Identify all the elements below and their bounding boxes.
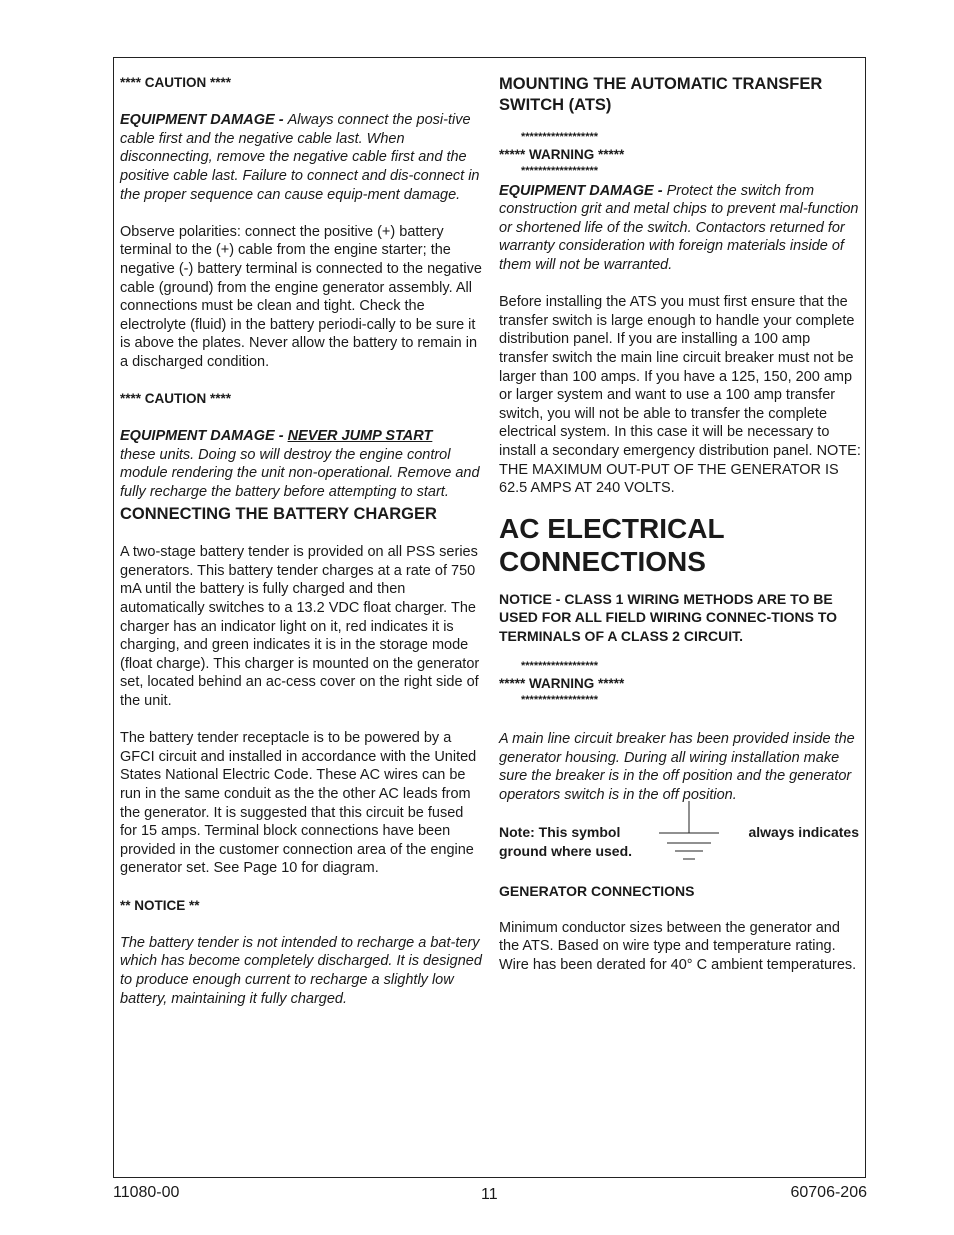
charger-paragraph-2: The battery tender receptacle is to be powered by a GFCI circuit and installed in accordance with the United States National Electric Code. These AC wires can be run in the same conduit as the the other AC leads from the generator. It is suggested that this circuit be fused for 15 amps. Terminal block connections have been provided in the customer connection area of the engine generator set. See Page 10 for diagram. <box>120 730 477 877</box>
right-column <box>499 74 863 975</box>
never-jump-start: NEVER JUMP START <box>287 428 433 445</box>
ground-symbol-icon <box>659 801 719 861</box>
caution-header: **** CAUTION **** <box>120 75 232 90</box>
stars-line: ****************** <box>521 694 599 707</box>
footer-right: 60706-206 <box>790 1184 867 1201</box>
charger-paragraph-1: A two-stage battery tender is provided on all PSS series generators. This battery tender charges at a rate of 750 mA until the battery is fully charged and then automatically switches to a 13.2 VDC float charger. The charger has an indicator light on it, red indicates it is charging, and green indicates it is in the storage mode (float charge). This charger is mounted on the generator set, located behind an ac-cess cover on the right side of the unit. <box>120 544 480 709</box>
ground-symbol-note <box>499 823 863 863</box>
warning-header: ***** WARNING ***** <box>499 146 625 162</box>
caution-paragraph <box>120 111 482 204</box>
warning-text: Protect the switch from construction grit and metal chips to prevent mal-function or shortened life of the switch. Contactors returned for warranty consideration with foreign materials inside of them will not be warranted. <box>499 182 859 273</box>
caution-lead: EQUIPMENT DAMAGE - <box>120 112 288 129</box>
main-heading: AC ELECTRICAL CONNECTIONS <box>499 512 725 577</box>
class-notice: NOTICE - CLASS 1 WIRING METHODS ARE TO BE USED FOR ALL FIELD WIRING CONNEC-TIONS TO TERMINALS OF A CLASS 2 CIRCUIT. <box>499 590 838 644</box>
jump-start-text: these units. Doing so will destroy the engine control module rendering the unit non-operational. Remove and fully recharge the battery before attempting to start. <box>120 446 480 501</box>
stars-line: ****************** <box>521 131 599 143</box>
symbol-note-text: Note: This symbol <box>499 824 621 841</box>
symbol-note-text: ground where used. <box>499 842 633 859</box>
section-heading: CONNECTING THE BATTERY CHARGER <box>120 504 437 523</box>
notice-paragraph: The battery tender is not intended to recharge a bat-tery which has become completely discharged. It is designed to produce enough current to recharge a slightly low battery, maintaining it fully charged. <box>120 934 482 1007</box>
stars-line: ****************** <box>521 660 599 673</box>
left-column <box>120 74 482 1008</box>
jump-start-paragraph <box>120 427 482 501</box>
ats-paragraph: Before installing the ATS you must first ensure that the transfer switch is large enough to handle your complete distribution panel. If you are installing a 100 amp transfer switch the main line circuit breaker must not be larger than 100 amps. If you have a 125, 150, 200 amp or larger system and want to use a 100 amp transfer switch, you will not be able to transfer the complete electrical system. In this case it will be necessary to install a secondary emergency distribution panel. NOTE: THE MAXIMUM OUT-PUT OF THE GENERATOR IS 62.5 AMPS AT 240 VOLTS. <box>499 294 861 497</box>
warning-header: ***** WARNING ***** <box>499 676 625 692</box>
section-heading: GENERATOR CONNECTIONS <box>499 882 695 899</box>
caution-text: Always connect the posi-tive cable first and the negative cable last. When disconnecting, remove the negative cable first and the positive cable last. Failure to connect and dis-connect in the proper sequence can cause equip-ment damage. <box>120 112 480 203</box>
section-heading: MOUNTING THE AUTOMATIC TRANSFER SWITCH (ATS) <box>499 75 823 114</box>
caution-header: **** CAUTION **** <box>120 391 232 407</box>
stars-line: ****************** <box>521 164 599 177</box>
breaker-warning-paragraph: A main line circuit breaker has been provided inside the generator housing. During all wiring installation make sure the breaker is in the off position and the generator operators switch is in the off position. <box>499 731 855 803</box>
page-number: 11 <box>481 1186 498 1203</box>
caution-lead: EQUIPMENT DAMAGE - <box>120 428 288 445</box>
generator-paragraph: Minimum conductor sizes between the generator and the ATS. Based on wire type and temperature rating. Wire has been derated for 40° C ambient temperatures. <box>499 919 857 973</box>
footer-left: 11080-00 <box>113 1184 180 1201</box>
polarities-paragraph: Observe polarities: connect the positive (+) battery terminal to the (+) cable from the engine starter; the negative (-) battery terminal is connected to the negative cable (ground) from the engine generator assembly. All connections must be clean and tight. Check the electrolyte (fluid) in the battery periodi-cally to be sure it is above the plates. Never allow the battery to remain in a discharged condition. <box>120 223 482 370</box>
notice-header: ** NOTICE ** <box>120 897 200 913</box>
warning-paragraph <box>499 182 863 275</box>
symbol-note-text: always indicates <box>748 824 859 841</box>
warning-lead: EQUIPMENT DAMAGE - <box>499 182 667 199</box>
